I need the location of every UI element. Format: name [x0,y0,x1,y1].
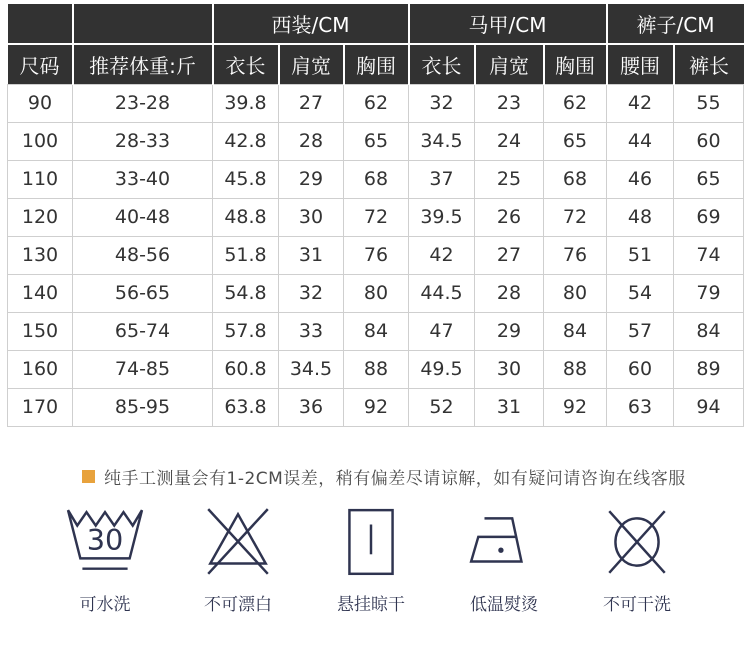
group-header-blank [73,4,213,44]
table-cell: 29 [279,160,344,198]
table-cell: 120 [8,198,73,236]
table-cell: 94 [674,388,744,426]
table-cell: 42 [409,236,475,274]
care-icon-label: 不可干洗 [603,594,671,615]
table-cell: 39.8 [213,84,279,122]
table-cell: 27 [279,84,344,122]
table-cell: 68 [344,160,409,198]
table-cell: 48 [607,198,674,236]
low-temp-iron-icon [462,505,546,581]
table-cell: 57 [607,312,674,350]
table-cell: 54 [607,274,674,312]
table-cell: 30 [475,350,544,388]
table-row [8,122,744,160]
table-cell: 28 [475,274,544,312]
care-item [443,505,565,615]
hang-dry-icon [329,505,413,581]
table-cell: 68 [544,160,607,198]
table-cell: 150 [8,312,73,350]
table-cell: 30 [279,198,344,236]
column-header: 裤长 [674,44,744,84]
table-cell: 39.5 [409,198,475,236]
svg-text:30: 30 [86,522,124,557]
measurement-note [82,464,750,489]
table-cell: 69 [674,198,744,236]
care-item [310,505,432,615]
column-header: 衣长 [409,44,475,84]
table-cell: 25 [475,160,544,198]
table-cell: 79 [674,274,744,312]
table-cell: 84 [674,312,744,350]
table-cell: 89 [674,350,744,388]
table-cell: 27 [475,236,544,274]
table-cell: 88 [344,350,409,388]
table-cell: 33 [279,312,344,350]
table-cell: 72 [344,198,409,236]
table-cell: 170 [8,388,73,426]
table-cell: 74 [674,236,744,274]
group-header: 西装/CM [213,4,409,44]
table-cell: 65 [674,160,744,198]
table-cell: 60.8 [213,350,279,388]
table-cell: 54.8 [213,274,279,312]
table-cell: 34.5 [279,350,344,388]
table-cell: 92 [344,388,409,426]
table-cell: 52 [409,388,475,426]
note-bullet-icon [82,470,95,483]
table-cell: 62 [344,84,409,122]
table-cell: 65 [344,122,409,160]
table-cell: 32 [279,274,344,312]
table-cell: 37 [409,160,475,198]
care-icon-label: 悬挂晾干 [337,594,405,615]
table-cell: 31 [475,388,544,426]
table-cell: 40-48 [73,198,213,236]
table-cell: 28 [279,122,344,160]
wash-30-icon [63,505,147,581]
table-cell: 42.8 [213,122,279,160]
table-cell: 74-85 [73,350,213,388]
table-cell: 72 [544,198,607,236]
table-cell: 84 [344,312,409,350]
note-text: 纯手工测量会有1-2CM误差，稍有偏差尽请谅解，如有疑问请咨询在线客服 [104,468,686,489]
table-row [8,236,744,274]
column-header: 腰围 [607,44,674,84]
table-cell: 160 [8,350,73,388]
care-icon-label: 可水洗 [79,594,131,615]
table-cell: 85-95 [73,388,213,426]
table-cell: 32 [409,84,475,122]
table-cell: 57.8 [213,312,279,350]
table-cell: 42 [607,84,674,122]
group-header: 马甲/CM [409,4,607,44]
column-header: 推荐体重:斤 [73,44,213,84]
size-chart-header [8,4,744,84]
table-cell: 56-65 [73,274,213,312]
column-header: 胸围 [344,44,409,84]
table-cell: 44 [607,122,674,160]
table-cell: 60 [607,350,674,388]
column-header: 衣长 [213,44,279,84]
table-cell: 45.8 [213,160,279,198]
care-icon-label: 不可漂白 [204,594,272,615]
table-row [8,312,744,350]
group-header: 裤子/CM [607,4,744,44]
table-row [8,84,744,122]
garment-group-header-row [8,4,744,44]
table-cell: 92 [544,388,607,426]
table-row [8,274,744,312]
no-dry-clean-icon [595,505,679,581]
table-cell: 84 [544,312,607,350]
table-cell: 51 [607,236,674,274]
table-cell: 28-33 [73,122,213,160]
table-cell: 60 [674,122,744,160]
group-header-blank [8,4,73,44]
table-cell: 140 [8,274,73,312]
table-cell: 24 [475,122,544,160]
table-cell: 26 [475,198,544,236]
table-cell: 55 [674,84,744,122]
care-item [177,505,299,615]
table-cell: 76 [544,236,607,274]
column-header: 胸围 [544,44,607,84]
table-cell: 29 [475,312,544,350]
table-cell: 47 [409,312,475,350]
table-cell: 51.8 [213,236,279,274]
table-cell: 49.5 [409,350,475,388]
care-instructions-row [44,505,698,615]
column-header: 肩宽 [475,44,544,84]
care-icon-label: 低温熨烫 [470,594,538,615]
table-cell: 88 [544,350,607,388]
size-chart-table [7,4,744,427]
table-cell: 31 [279,236,344,274]
table-cell: 63 [607,388,674,426]
table-cell: 48.8 [213,198,279,236]
table-cell: 44.5 [409,274,475,312]
table-cell: 46 [607,160,674,198]
size-chart-body [8,84,744,426]
care-item [44,505,166,615]
table-cell: 65-74 [73,312,213,350]
table-cell: 65 [544,122,607,160]
table-cell: 63.8 [213,388,279,426]
table-cell: 130 [8,236,73,274]
table-cell: 100 [8,122,73,160]
table-cell: 34.5 [409,122,475,160]
table-cell: 23 [475,84,544,122]
table-cell: 110 [8,160,73,198]
table-row [8,350,744,388]
table-row [8,388,744,426]
table-cell: 76 [344,236,409,274]
table-cell: 48-56 [73,236,213,274]
no-bleach-icon [196,505,280,581]
column-header: 肩宽 [279,44,344,84]
care-item [576,505,698,615]
table-cell: 23-28 [73,84,213,122]
table-cell: 90 [8,84,73,122]
column-header-row [8,44,744,84]
table-cell: 80 [544,274,607,312]
table-row [8,198,744,236]
table-cell: 36 [279,388,344,426]
column-header: 尺码 [8,44,73,84]
table-cell: 62 [544,84,607,122]
table-row [8,160,744,198]
table-cell: 33-40 [73,160,213,198]
table-cell: 80 [344,274,409,312]
